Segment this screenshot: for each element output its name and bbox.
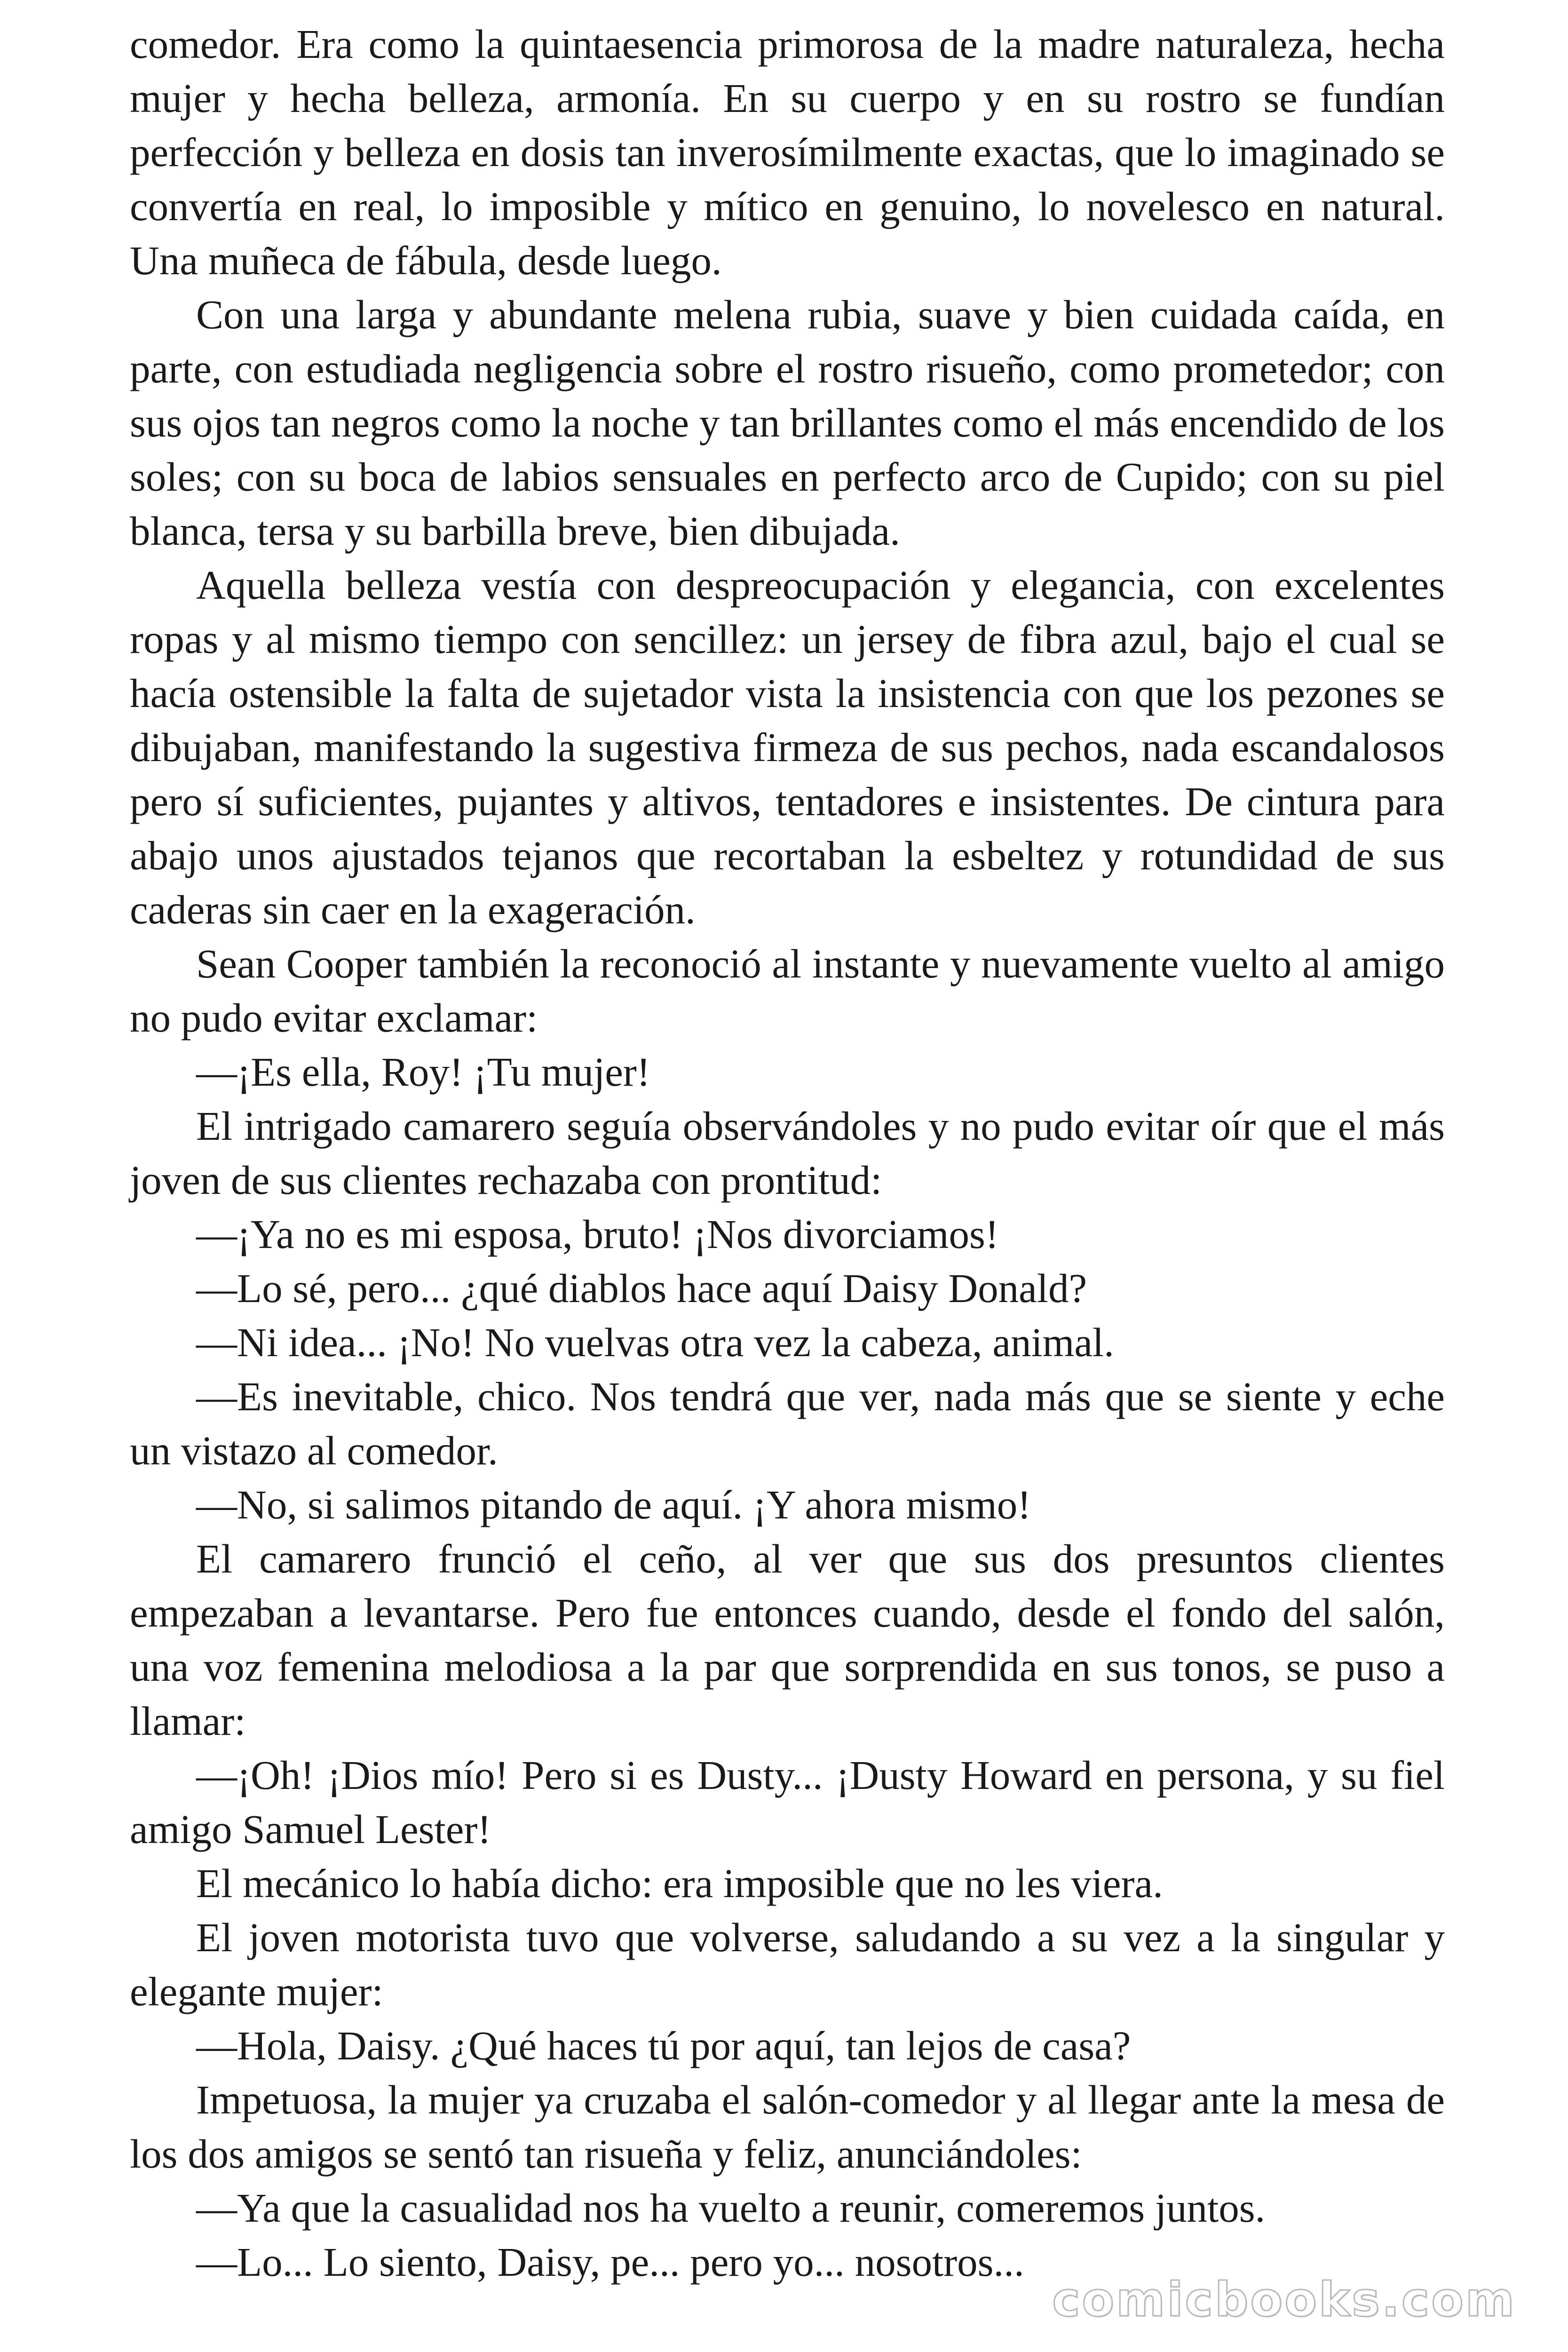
paragraph: Con una larga y abundante melena rubia, suave y bien cuidada caída, en parte, con estudiada negligencia sobre el rostro risueño, como prometedor; con sus ojos tan negros como la noche y tan brillantes como el más encendido de los soles; con su boca de labios sensuales en perfecto arco de Cupido; con su piel blanca, tersa y su barbilla breve, bien dibujada. <box>130 292 1445 554</box>
dialogue-line: —Lo sé, pero... ¿qué diablos hace aquí Daisy Donald? <box>196 1265 1087 1311</box>
dialogue-line: —Ya que la casualidad nos ha vuelto a reunir, comeremos juntos. <box>196 2185 1266 2231</box>
paragraph: Aquella belleza vestía con despreocupación y elegancia, con excelentes ropas y al mismo tiempo con sencillez: un jersey de fibra azul, bajo el cual se hacía ostensible la falta de sujetador vista la insistencia con que los pezones se dibujaban, manifestando la sugestiva firmeza de sus pechos, nada escandalosos pero sí suficientes, pujantes y altivos, tentadores e insistentes. De cintura para abajo unos ajustados tejanos que recortaban la esbeltez y rotundidad de sus caderas sin caer en la exageración. <box>130 562 1445 932</box>
paragraph: El camarero frunció el ceño, al ver que sus dos presuntos clientes empezaban a levantarse. Pero fue entonces cuando, desde el fondo del salón, una voz femenina melodiosa a la par que sorprendida en sus tonos, se puso a llamar: <box>130 1536 1445 1744</box>
paragraph: Impetuosa, la mujer ya cruzaba el salón-comedor y al llegar ante la mesa de los dos amigos se sentó tan risueña y feliz, anunciándoles: <box>130 2077 1445 2177</box>
paragraph-continuation: comedor. Era como la quintaesencia primorosa de la madre naturaleza, hecha mujer y hecha belleza, armonía. En su cuerpo y en su rostro se fundían perfección y belleza en dosis tan inverosímilmente exactas, que lo imaginado se convertía en real, lo imposible y mítico en genuino, lo novelesco en natural. Una muñeca de fábula, desde luego. <box>130 21 1445 283</box>
dialogue-line: —¡Ya no es mi esposa, bruto! ¡Nos divorciamos! <box>196 1211 999 1257</box>
page-text <box>130 17 1445 2289</box>
paragraph: El mecánico lo había dicho: era imposible que no les viera. <box>196 1860 1163 1906</box>
dialogue-line: —No, si salimos pitando de aquí. ¡Y ahora mismo! <box>196 1482 1031 1527</box>
dialogue-line: —Lo... Lo siento, Daisy, pe... pero yo... nosotros... <box>196 2239 1024 2285</box>
paragraph: Sean Cooper también la reconoció al instante y nuevamente vuelto al amigo no pudo evitar exclamar: <box>130 941 1445 1041</box>
watermark-text: comicbooks.com <box>1052 2272 1516 2327</box>
dialogue-line: —Hola, Daisy. ¿Qué haces tú por aquí, tan lejos de casa? <box>196 2023 1131 2068</box>
dialogue-line: —Ni idea... ¡No! No vuelvas otra vez la cabeza, animal. <box>196 1319 1114 1365</box>
paragraph: El intrigado camarero seguía observándoles y no pudo evitar oír que el más joven de sus clientes rechazaba con prontitud: <box>130 1103 1445 1203</box>
dialogue-line: —¡Es ella, Roy! ¡Tu mujer! <box>196 1049 650 1095</box>
dialogue-line: —Es inevitable, chico. Nos tendrá que ver, nada más que se siente y eche un vistazo al comedor. <box>130 1374 1445 1473</box>
paragraph: El joven motorista tuvo que volverse, saludando a su vez a la singular y elegante mujer: <box>130 1915 1445 2014</box>
dialogue-line: —¡Oh! ¡Dios mío! Pero si es Dusty... ¡Dusty Howard en persona, y su fiel amigo Samuel Lester! <box>130 1752 1445 1852</box>
